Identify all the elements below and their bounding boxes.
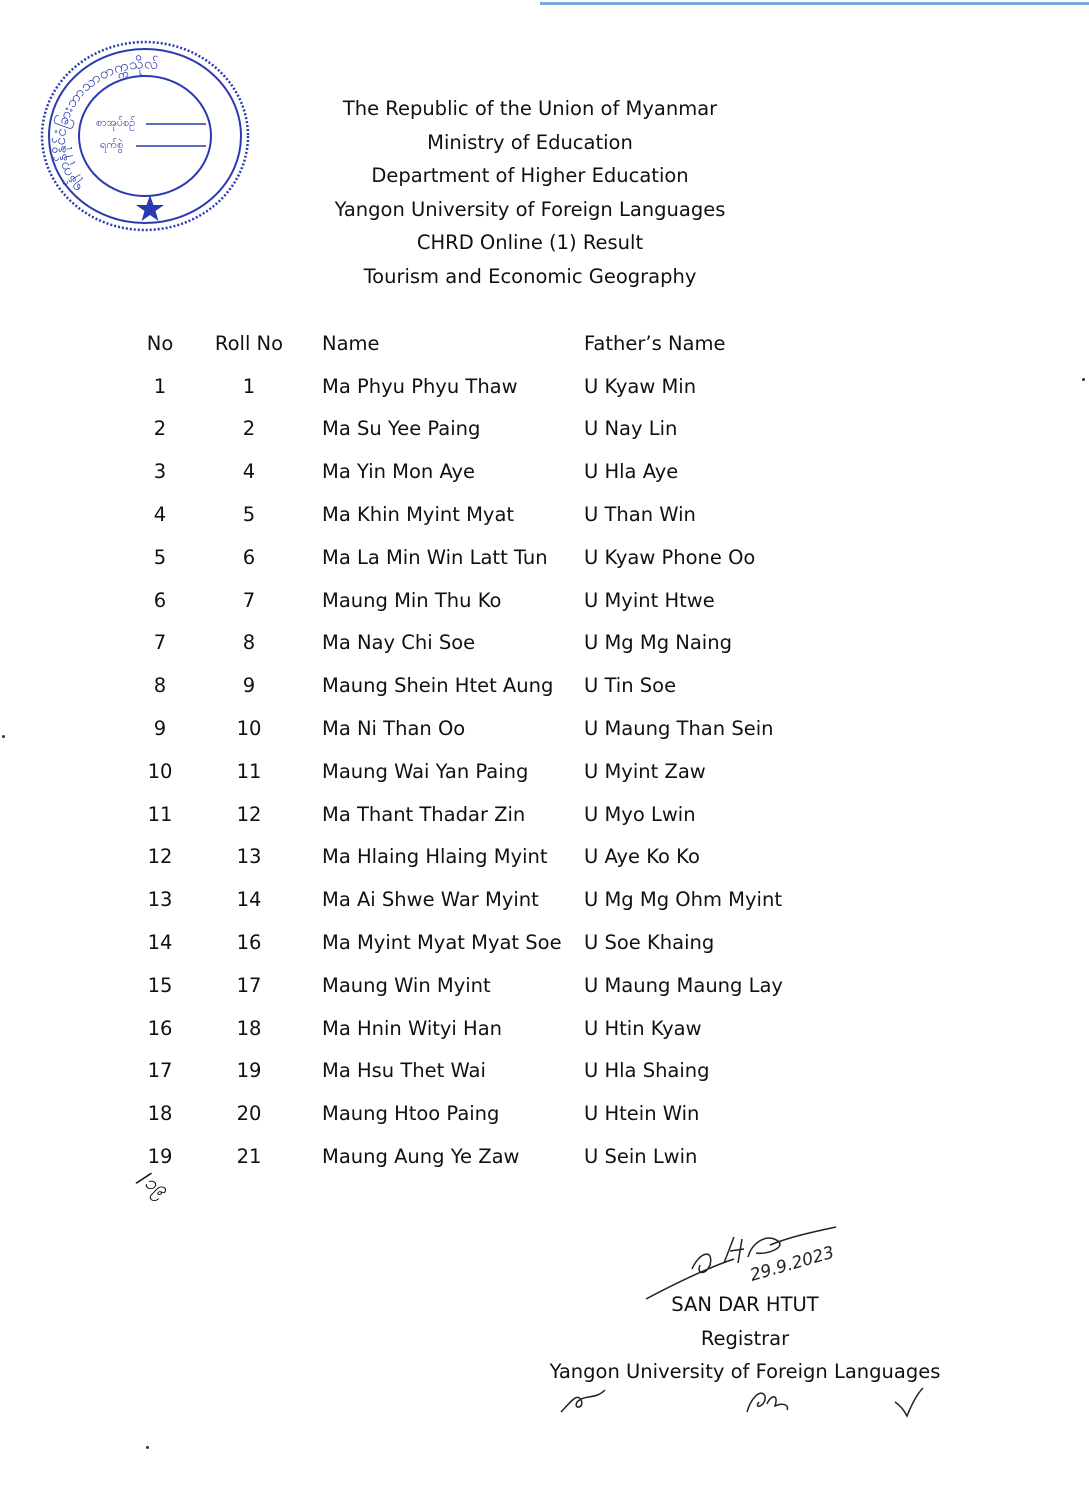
cell-fathers-name: U Myint Htwe [584, 588, 715, 612]
column-header-no: No [146, 331, 174, 355]
table-row [120, 1007, 824, 1050]
cell-name: Ma Thant Thadar Zin [322, 802, 526, 826]
cell-no: 1 [153, 374, 167, 398]
table-row [120, 579, 824, 622]
cell-no: 3 [153, 460, 167, 484]
cell-no: 6 [153, 588, 167, 612]
cell-roll-no: 2 [242, 417, 256, 441]
cell-fathers-name: U Hla Aye [584, 460, 679, 484]
cell-no: 7 [153, 631, 167, 655]
cell-name: Maung Wai Yan Paing [322, 759, 529, 783]
cell-roll-no: 17 [236, 973, 262, 997]
column-header-fathers-name: Father’s Name [584, 331, 726, 355]
signer-organization: Yangon University of Foreign Languages [549, 1360, 941, 1383]
signature-date: 29.9.2023 [747, 1242, 837, 1286]
cell-no: 19 [147, 1145, 173, 1169]
cell-no: 10 [147, 759, 173, 783]
cell-name: Maung Min Thu Ko [322, 588, 502, 612]
cell-fathers-name: U Hla Shaing [584, 1059, 710, 1083]
cell-no: 5 [153, 545, 167, 569]
table-row [120, 793, 824, 836]
cell-name: Ma Hnin Wityi Han [322, 1016, 503, 1040]
table-row [120, 878, 824, 921]
cell-no: 14 [147, 931, 173, 955]
cell-name: Maung Aung Ye Zaw [322, 1145, 520, 1169]
cell-roll-no: 18 [236, 1016, 262, 1040]
cell-name: Ma Hsu Thet Wai [322, 1059, 486, 1083]
cell-roll-no: 13 [236, 845, 262, 869]
handwritten-initials [555, 1380, 935, 1420]
cell-name: Ma Su Yee Paing [322, 417, 481, 441]
cell-fathers-name: U Myo Lwin [584, 802, 696, 826]
document-header [300, 92, 760, 294]
cell-fathers-name: U Nay Lin [584, 417, 678, 441]
table-row [120, 450, 824, 493]
column-header-name: Name [322, 331, 380, 355]
cell-name: Ma Myint Myat Myat Soe [322, 931, 562, 955]
scan-speck [1082, 378, 1085, 381]
cell-name: Ma Khin Myint Myat [322, 503, 515, 527]
cell-roll-no: 1 [242, 374, 256, 398]
cell-roll-no: 12 [236, 802, 262, 826]
cell-name: Maung Win Myint [322, 973, 491, 997]
cell-no: 13 [147, 888, 173, 912]
scan-speck [2, 735, 5, 738]
top-edge-line [540, 2, 1089, 5]
scan-speck [146, 1446, 149, 1449]
cell-roll-no: 20 [236, 1102, 262, 1126]
cell-fathers-name: U Htin Kyaw [584, 1016, 702, 1040]
seal-arc-text: ရန်ကုန်နိုင်ငံခြားဘာသာတက္ကသိုလ် [50, 54, 159, 197]
cell-roll-no: 5 [242, 503, 256, 527]
cell-fathers-name: U Sein Lwin [584, 1145, 698, 1169]
results-table [120, 322, 824, 1178]
signer-name: SAN DAR HTUT [671, 1293, 819, 1316]
cell-name: Ma Ai Shwe War Myint [322, 888, 539, 912]
cell-no: 11 [147, 802, 173, 826]
table-row [120, 536, 824, 579]
cell-name: Ma Hlaing Hlaing Myint [322, 845, 548, 869]
cell-roll-no: 6 [242, 545, 256, 569]
header-ministry: Ministry of Education [427, 130, 633, 154]
cell-roll-no: 9 [242, 674, 256, 698]
seal-line-2: ရက်စွဲ [100, 138, 124, 151]
cell-roll-no: 7 [242, 588, 256, 612]
table-row [120, 707, 824, 750]
cell-fathers-name: U Than Win [584, 503, 696, 527]
cell-fathers-name: U Maung Maung Lay [584, 973, 783, 997]
cell-fathers-name: U Soe Khaing [584, 931, 715, 955]
header-subject: Tourism and Economic Geography [363, 264, 697, 288]
cell-fathers-name: U Htein Win [584, 1102, 700, 1126]
cell-fathers-name: U Myint Zaw [584, 759, 706, 783]
signatory-block [545, 1288, 945, 1389]
table-row [120, 836, 824, 879]
header-country: The Republic of the Union of Myanmar [342, 97, 718, 120]
table-row [120, 365, 824, 408]
cell-roll-no: 19 [236, 1059, 262, 1083]
university-seal-stamp [38, 38, 252, 234]
cell-name: Ma La Min Win Latt Tun [322, 545, 548, 569]
cell-fathers-name: U Kyaw Min [584, 374, 697, 398]
table-row [120, 622, 824, 665]
cell-no: 8 [153, 674, 167, 698]
signer-title: Registrar [700, 1326, 790, 1350]
header-department: Department of Higher Education [371, 164, 689, 188]
table-row [120, 750, 824, 793]
table-header-row [120, 322, 824, 365]
table-row [120, 1092, 824, 1135]
seal-line-1: စာအုပ်စဉ် [96, 116, 136, 129]
cell-roll-no: 10 [236, 717, 262, 741]
cell-roll-no: 8 [242, 631, 256, 655]
cell-no: 16 [147, 1016, 173, 1040]
cell-fathers-name: U Maung Than Sein [584, 717, 774, 741]
table-row [120, 408, 824, 451]
cell-no: 12 [147, 845, 173, 869]
cell-no: 15 [147, 973, 173, 997]
seal-star-icon [136, 195, 164, 221]
cell-name: Ma Yin Mon Aye [322, 460, 476, 484]
cell-fathers-name: U Mg Mg Naing [584, 631, 732, 655]
cell-name: Ma Nay Chi Soe [322, 631, 476, 655]
cell-fathers-name: U Kyaw Phone Oo [584, 545, 756, 569]
header-result-title: CHRD Online (1) Result [416, 231, 644, 255]
cell-name: Ma Phyu Phyu Thaw [322, 374, 518, 398]
cell-no: 2 [153, 417, 167, 441]
cell-name: Maung Htoo Paing [322, 1102, 500, 1126]
cell-no: 17 [147, 1059, 173, 1083]
column-header-roll-no: Roll No [214, 331, 284, 355]
cell-roll-no: 16 [236, 931, 262, 955]
table-row [120, 1135, 824, 1178]
cell-fathers-name: U Mg Mg Ohm Myint [584, 888, 782, 912]
cell-name: Maung Shein Htet Aung [322, 674, 554, 698]
cell-roll-no: 21 [236, 1145, 262, 1169]
cell-roll-no: 4 [242, 460, 256, 484]
cell-roll-no: 14 [236, 888, 262, 912]
cell-no: 9 [153, 717, 167, 741]
table-row [120, 493, 824, 536]
table-row [120, 1050, 824, 1093]
cell-name: Ma Ni Than Oo [322, 717, 466, 741]
header-university: Yangon University of Foreign Languages [334, 197, 726, 221]
table-row [120, 964, 824, 1007]
cell-fathers-name: U Tin Soe [584, 674, 677, 698]
cell-fathers-name: U Aye Ko Ko [584, 845, 700, 869]
cell-no: 18 [147, 1102, 173, 1126]
cell-roll-no: 11 [236, 759, 262, 783]
table-row [120, 921, 824, 964]
cell-no: 4 [153, 503, 167, 527]
table-row [120, 664, 824, 707]
handwritten-margin-note: /၁၉ [134, 1165, 173, 1201]
